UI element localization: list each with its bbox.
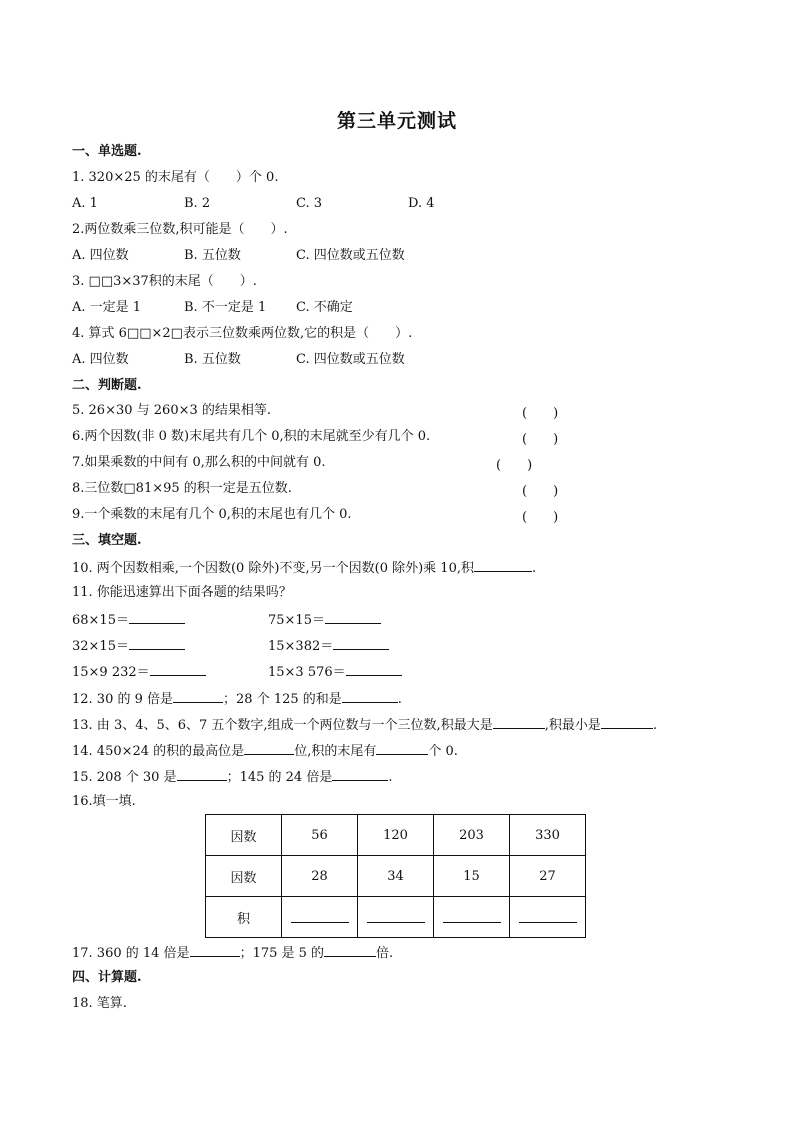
question-12-text: ；28 个 125 的和是	[223, 692, 342, 707]
question-6-text: 6.两个因数(非 0 数)末尾共有几个 0,积的末尾就至少有几个 0.	[72, 429, 431, 444]
answer-blank[interactable]	[342, 689, 398, 703]
table-cell	[434, 897, 510, 938]
question-10	[72, 558, 536, 578]
question-9-text: 9.一个乘数的末尾有几个 0,积的末尾也有几个 0.	[72, 507, 352, 522]
question-13-text: ,积最小是	[544, 718, 601, 733]
question-14-text: 位,积的末尾有	[294, 744, 377, 759]
option-a[interactable]: A. 四位数	[72, 352, 129, 367]
table-cell: 15	[434, 856, 510, 897]
question-15-text: 15. 208 个 30 是	[72, 770, 177, 785]
page-title: 第三单元测试	[336, 110, 457, 132]
table-cell: 34	[358, 856, 434, 897]
section-heading-true-false: 二、判断题.	[72, 378, 142, 393]
table-cell	[282, 897, 358, 938]
question-5-text: 5. 26×30 与 260×3 的结果相等.	[72, 403, 272, 418]
row-label: 因数	[206, 815, 282, 856]
question-17	[72, 943, 393, 963]
table-cell	[510, 897, 586, 938]
table-cell: 56	[282, 815, 358, 856]
calc-item	[72, 636, 185, 656]
option-c[interactable]: C. 不确定	[296, 300, 353, 315]
question-2-stem: 2.两位数乘三位数,积可能是（ ）.	[72, 222, 288, 237]
calc-expression: 68×15＝	[72, 613, 129, 628]
calc-item	[268, 610, 381, 630]
section-heading-calculation: 四、计算题.	[72, 970, 142, 985]
answer-blank[interactable]	[190, 943, 240, 957]
question-17-text: 17. 360 的 14 倍是	[72, 946, 190, 961]
answer-blank[interactable]	[367, 908, 425, 923]
table-cell: 28	[282, 856, 358, 897]
table-cell: 27	[510, 856, 586, 897]
section-heading-fill-in: 三、填空题.	[72, 533, 142, 548]
question-4-options	[72, 351, 405, 369]
question-1-stem: 1. 320×25 的末尾有（ ）个 0.	[72, 170, 279, 185]
question-14-text: 14. 450×24 的积的最高位是	[72, 744, 245, 759]
question-15	[72, 767, 392, 787]
option-a[interactable]: A. 1	[72, 196, 98, 211]
option-b[interactable]: B. 五位数	[184, 248, 241, 263]
option-c[interactable]: C. 四位数或五位数	[296, 352, 405, 367]
question-7-text: 7.如果乘数的中间有 0,那么积的中间就有 0.	[72, 455, 326, 470]
answer-blank[interactable]	[333, 636, 389, 650]
question-3-stem: 3. □□3×37积的末尾（ ）.	[72, 274, 257, 289]
question-12	[72, 689, 402, 709]
question-12-text: 12. 30 的 9 倍是	[72, 692, 174, 707]
question-14-text: 个 0.	[428, 744, 458, 759]
question-16-stem: 16.填一填.	[72, 794, 136, 809]
answer-blank[interactable]	[474, 558, 532, 572]
table-row	[206, 815, 586, 856]
question-15-text: ；145 的 24 倍是	[226, 770, 333, 785]
question-17-text: 倍.	[376, 946, 394, 961]
answer-blank[interactable]	[519, 908, 577, 923]
table-cell: 330	[510, 815, 586, 856]
question-17-text: ；175 是 5 的	[239, 946, 325, 961]
answer-paren[interactable]: ( )	[522, 406, 559, 421]
question-2-options	[72, 247, 405, 265]
factor-product-table	[205, 814, 586, 938]
table-cell: 203	[434, 815, 510, 856]
calc-item	[72, 610, 185, 630]
calc-item	[268, 636, 389, 656]
punctuation: .	[388, 770, 393, 785]
answer-blank[interactable]	[291, 908, 349, 923]
question-1-options	[72, 195, 435, 213]
answer-blank[interactable]	[601, 715, 653, 729]
answer-blank[interactable]	[150, 662, 206, 676]
punctuation: .	[652, 718, 657, 733]
table-cell	[358, 897, 434, 938]
answer-blank[interactable]	[173, 689, 223, 703]
question-14	[72, 741, 458, 761]
table-row	[206, 897, 586, 938]
calc-expression: 75×15＝	[268, 613, 325, 628]
option-a[interactable]: A. 四位数	[72, 248, 129, 263]
option-b[interactable]: B. 2	[184, 196, 211, 211]
calc-item	[268, 662, 402, 682]
answer-blank[interactable]	[332, 767, 388, 781]
answer-blank[interactable]	[324, 943, 376, 957]
calc-expression: 15×382＝	[268, 639, 334, 654]
question-13-text: 13. 由 3、4、5、6、7 五个数字,组成一个两位数与一个三位数,积最大是	[72, 718, 493, 733]
question-10-text: 10. 两个因数相乘,一个因数(0 除外)不变,另一个因数(0 除外)乘 10,积	[72, 561, 474, 576]
punctuation: .	[397, 692, 402, 707]
answer-blank[interactable]	[376, 741, 428, 755]
section-heading-single-choice: 一、单选题.	[72, 144, 142, 159]
option-a[interactable]: A. 一定是 1	[72, 300, 142, 315]
question-8-text: 8.三位数□81×95 的积一定是五位数.	[72, 481, 292, 496]
calc-item	[72, 662, 206, 682]
calc-expression: 15×9 232＝	[72, 665, 150, 680]
answer-blank[interactable]	[493, 715, 545, 729]
question-13	[72, 715, 657, 735]
answer-blank[interactable]	[346, 662, 402, 676]
answer-paren[interactable]: ( )	[522, 510, 559, 525]
calc-expression: 32×15＝	[72, 639, 129, 654]
table-cell: 120	[358, 815, 434, 856]
answer-blank[interactable]	[244, 741, 294, 755]
option-b[interactable]: B. 不一定是 1	[184, 300, 267, 315]
question-4-stem: 4. 算式 6□□×2□表示三位数乘两位数,它的积是（ ）.	[72, 326, 413, 341]
punctuation: .	[531, 561, 537, 576]
answer-paren[interactable]: ( )	[496, 458, 533, 473]
answer-blank[interactable]	[129, 610, 185, 624]
question-3-options	[72, 299, 353, 317]
answer-blank[interactable]	[129, 636, 185, 650]
answer-paren[interactable]: ( )	[522, 432, 559, 447]
calc-expression: 15×3 576＝	[268, 665, 346, 680]
answer-paren[interactable]: ( )	[522, 484, 559, 499]
row-label: 因数	[206, 856, 282, 897]
option-b[interactable]: B. 五位数	[184, 352, 241, 367]
answer-blank[interactable]	[325, 610, 381, 624]
table-row	[206, 856, 586, 897]
question-18-stem: 18. 笔算.	[72, 996, 127, 1011]
question-11-stem: 11. 你能迅速算出下面各题的结果吗？	[72, 585, 292, 600]
option-c[interactable]: C. 四位数或五位数	[296, 248, 405, 263]
answer-blank[interactable]	[177, 767, 227, 781]
option-c[interactable]: C. 3	[296, 196, 323, 211]
row-label: 积	[206, 897, 282, 938]
answer-blank[interactable]	[443, 908, 501, 923]
option-d[interactable]: D. 4	[408, 196, 435, 211]
